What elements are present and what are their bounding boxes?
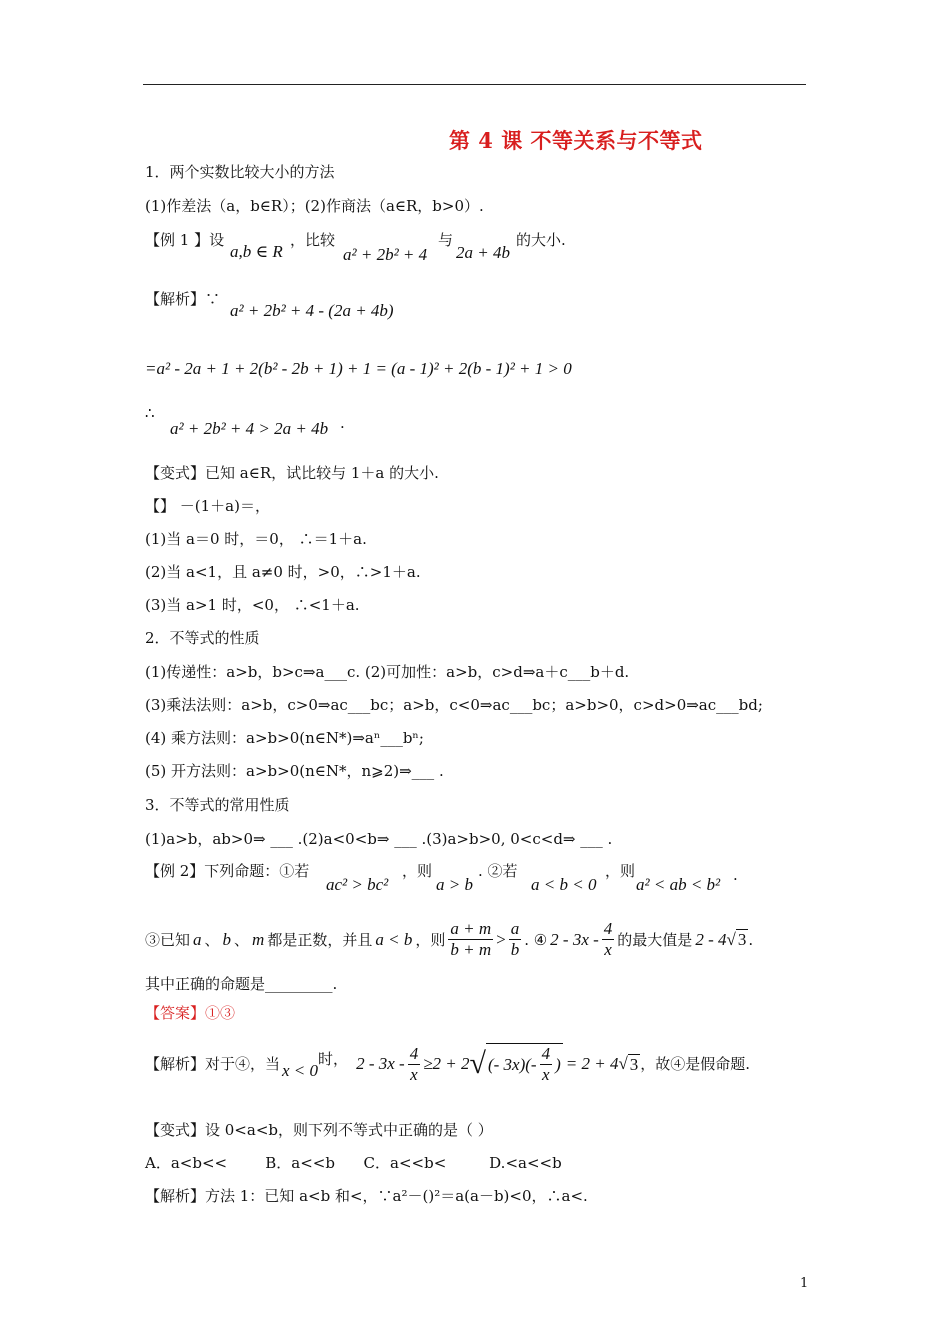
lesson-title: 第 4 课 不等关系与不等式: [449, 128, 703, 153]
example-1-expression-2: 2a + 4b: [456, 243, 510, 262]
variant-1-case-1: (1)当 a＝0 时，＝0， ∴＝1＋a.: [145, 530, 367, 548]
example-1-expression-1: a² + 2b² + 4: [343, 245, 428, 264]
solution-2-line: 【解析】对于④，当 x < 0 时， 2 - 3x - $\frac{4}{x}$ ≥2 + 2 √ (- 3x)(- $\frac{4}{x}$ ) = 2 + 4 √ 3 ，故④是假命题.: [145, 1043, 751, 1085]
example-1-label: 【例 1 】设: [145, 231, 225, 249]
example-2-if-2: . ②若: [478, 862, 518, 880]
radicand-fraction-4-over-x: $\frac{4}{x}$: [541, 1044, 551, 1085]
sqrt-radicand: 3: [737, 930, 747, 950]
example-2-then-2: ，则: [605, 862, 636, 880]
solution-1-line-2: =a² - 2a + 1 + 2(b² - 2b + 1) + 1 = (a - 1)² + 2(b - 1)² + 1 > 0: [145, 359, 572, 378]
sqrt-radicand-product: (- 3x)(- $\frac{4}{x}$ ): [487, 1044, 561, 1085]
common-properties: (1)a>b，ab>0⇒ ___ .(2)a<0<b⇒ ___ .(3)a>b>0, 0<c<d⇒ ___ .: [145, 830, 613, 848]
property-power: (4) 乘方法则：a>b>0(n∈N*)⇒aⁿ___bⁿ;: [145, 729, 424, 747]
example-2-expr-3: a < b < 0: [531, 875, 597, 894]
example-1-compare-text: ，比较: [290, 231, 336, 249]
solution-1-period: .: [340, 414, 345, 432]
variant-1-case-3: (3)当 a>1 时，<0， ∴<1＋a.: [145, 596, 360, 614]
solution-fraction-4-over-x: $\frac{4}{x}$: [409, 1043, 419, 1084]
therefore-symbol: ∴: [145, 404, 155, 422]
fraction-a-plus-m-over-b-plus-m: $\frac{a + m}{b + m}$: [450, 919, 492, 960]
fraction-4-over-x: $\frac{4}{x}$: [603, 919, 613, 960]
section-1-heading: 1．两个实数比较大小的方法: [145, 163, 335, 181]
variant-2-solution: 【解析】方法 1：已知 a<b 和<，∵a²－()²＝a(a－b)<0，∴a<.: [145, 1187, 588, 1205]
variant-1-question: 【变式】已知 a∈R，试比较与 1＋a 的大小.: [145, 464, 439, 482]
variant-1-case-2: (2)当 a<1，且 a≠0 时，>0，∴>1＋a.: [145, 563, 421, 581]
example-2-line-2: ③已知 a 、 b 、 m 都是正数，并且 a < b ，则 $\frac{a + m}{b + m}$ > $\frac{a}{b}$ . ④ 2 - 3x - $\frac{4}{x}$ 的最大值是 2 - 4 √ 3 .: [145, 919, 754, 960]
property-root: (5) 开方法则：a>b>0(n∈N*，n⩾2)⇒___ .: [145, 762, 444, 780]
solution-1-label: 【解析】∵: [145, 290, 221, 308]
property-transitive-additive: (1)传递性：a>b，b>c⇒a___c. (2)可加性：a>b，c>d⇒a＋c___b＋d.: [145, 663, 630, 681]
example-2-period: .: [733, 866, 738, 884]
solution-1-line-1: a² + 2b² + 4 - (2a + 4b): [230, 301, 394, 320]
variant-1-answer-intro: 【】 －(1＋a)＝，: [145, 497, 270, 515]
variant-2-options: A．a<b<< B．a<<b C．a<<b< D.<a<<b: [145, 1154, 562, 1172]
section-2-heading: 2．不等式的性质: [145, 629, 260, 647]
header-rule: [143, 84, 806, 85]
example-2-expr-4: a² < ab < b²: [636, 875, 721, 894]
example-1-end-text: 的大小.: [516, 231, 566, 249]
example-2-label: 【例 2】下列命题：①若: [145, 862, 310, 880]
page-number: 1: [800, 1276, 809, 1291]
example-1-condition: a,b ∈ R: [230, 242, 283, 261]
sqrt-sign: √: [726, 929, 736, 949]
property-multiplication: (3)乘法法则：a>b，c>0⇒ac___bc；a>b，c<0⇒ac___bc；a>b>0，c>d>0⇒ac___bd;: [145, 696, 763, 714]
variant-2-question: 【变式】设 0<a<b，则下列不等式中正确的是（ ）: [145, 1121, 493, 1139]
solution-1-line-3: a² + 2b² + 4 > 2a + 4b: [170, 419, 329, 438]
example-2-correct-prompt: 其中正确的命题是_________.: [145, 975, 338, 993]
example-2-then-1: ，则: [402, 862, 433, 880]
example-1-with-text: 与: [438, 231, 454, 249]
example-2-expr-2: a > b: [436, 875, 473, 894]
compare-methods: (1)作差法（a，b∈R）；(2)作商法（a∈R，b>0）.: [145, 197, 484, 215]
sqrt-sign-large: √: [469, 1047, 486, 1081]
sqrt-sign-small: √: [618, 1054, 628, 1074]
example-2-expr-1: ac² > bc²: [326, 875, 389, 894]
section-3-heading: 3．不等式的常用性质: [145, 796, 290, 814]
fraction-a-over-b: $\frac{a}{b}$: [510, 919, 520, 960]
answer-line: 【答案】①③: [145, 1004, 236, 1022]
